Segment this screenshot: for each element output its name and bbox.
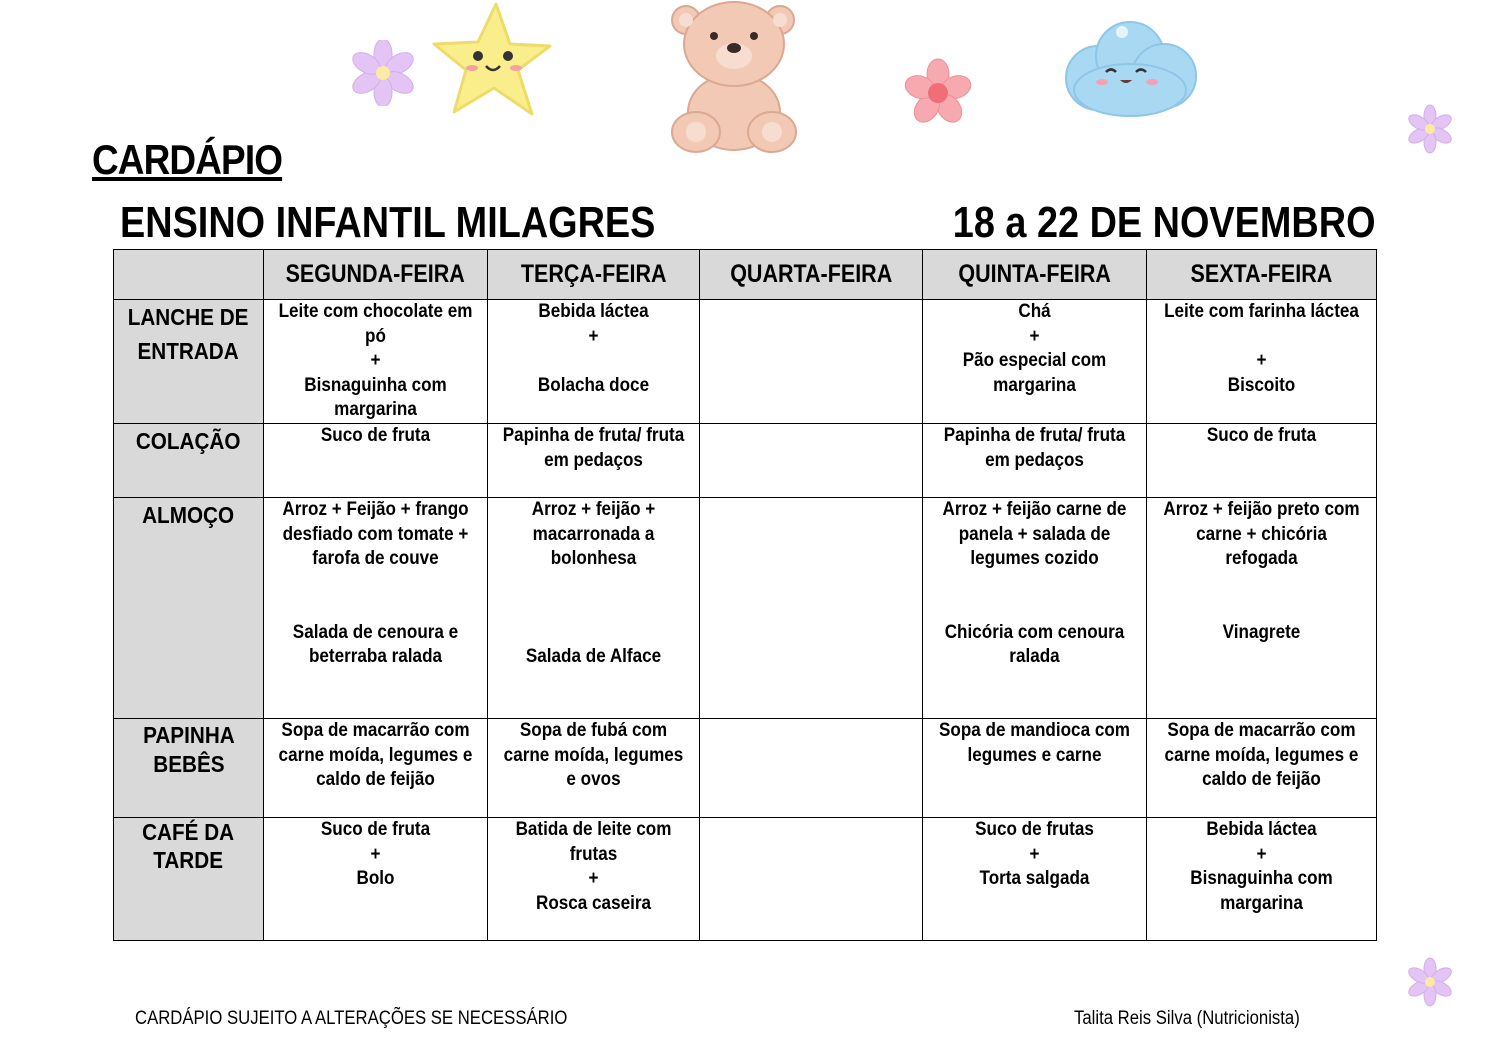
- menu-cell: Sopa de macarrão com carne moída, legumes e caldo de feijão: [1147, 719, 1377, 818]
- menu-cell: [700, 498, 923, 719]
- flower-icon: [895, 58, 981, 128]
- day-header: QUINTA-FEIRA: [923, 250, 1147, 300]
- meal-label: COLAÇÃO: [114, 424, 264, 498]
- menu-cell: Bebida láctea + Bolacha doce: [488, 300, 700, 424]
- menu-cell: Sopa de fubá com carne moída, legumes e ovos: [488, 719, 700, 818]
- menu-cell: [700, 719, 923, 818]
- menu-cell: Papinha de fruta/ fruta em pedaços: [488, 424, 700, 498]
- menu-cell: Papinha de fruta/ fruta em pedaços: [923, 424, 1147, 498]
- star-face-icon: [428, 0, 554, 122]
- menu-cell: Suco de frutas + Torta salgada: [923, 818, 1147, 941]
- menu-cell: Leite com chocolate em pó + Bisnaguinha com margarina: [264, 300, 488, 424]
- table-row: [114, 424, 1377, 498]
- menu-cell: Sopa de macarrão com carne moída, legumes e caldo de feijão: [264, 719, 488, 818]
- school-name: ENSINO INFANTIL MILAGRES: [120, 198, 656, 247]
- menu-cell: Arroz + feijão carne de panela + salada de legumes cozido Chicória com cenoura ralada: [923, 498, 1147, 719]
- corner-cell: [114, 250, 264, 300]
- meal-label: LANCHE DE ENTRADA: [114, 300, 264, 424]
- menu-cell: Batida de leite com frutas + Rosca caseira: [488, 818, 700, 941]
- table-header-row: [114, 250, 1377, 300]
- day-header: SEGUNDA-FEIRA: [264, 250, 488, 300]
- menu-cell: Suco de fruta: [264, 424, 488, 498]
- cloud-face-icon: [1060, 18, 1200, 122]
- meal-label: CAFÉ DA TARDE: [114, 818, 264, 941]
- meal-label: ALMOÇO: [114, 498, 264, 719]
- menu-cell: Suco de fruta + Bolo: [264, 818, 488, 941]
- week-dates: 18 a 22 DE NOVEMBRO: [952, 198, 1375, 247]
- table-row: [114, 498, 1377, 719]
- menu-cell: [700, 424, 923, 498]
- flower-icon: [1403, 102, 1457, 156]
- footer-author: Talita Reis Silva (Nutricionista): [1074, 1008, 1300, 1029]
- menu-cell: Suco de fruta: [1147, 424, 1377, 498]
- menu-cell: Chá + Pão especial com margarina: [923, 300, 1147, 424]
- page-title: CARDÁPIO: [92, 136, 283, 183]
- table-row: [114, 300, 1377, 424]
- flower-icon: [338, 40, 428, 106]
- day-header: SEXTA-FEIRA: [1147, 250, 1377, 300]
- menu-cell: [700, 818, 923, 941]
- menu-cell: Bebida láctea + Bisnaguinha com margarina: [1147, 818, 1377, 941]
- menu-cell: [700, 300, 923, 424]
- day-header: TERÇA-FEIRA: [488, 250, 700, 300]
- table-row: [114, 719, 1377, 818]
- menu-cell: Arroz + feijão preto com carne + chicória refogada Vinagrete: [1147, 498, 1377, 719]
- menu-cell: Arroz + feijão + macarronada a bolonhesa Salada de Alface: [488, 498, 700, 719]
- menu-cell: Sopa de mandioca com legumes e carne: [923, 719, 1147, 818]
- menu-table: [113, 249, 1377, 941]
- meal-label: PAPINHA BEBÊS: [114, 719, 264, 818]
- menu-cell: Leite com farinha láctea + Biscoito: [1147, 300, 1377, 424]
- day-header: QUARTA-FEIRA: [700, 250, 923, 300]
- flower-icon: [1403, 955, 1457, 1009]
- footer-note: CARDÁPIO SUJEITO A ALTERAÇÕES SE NECESSÁRIO: [135, 1008, 568, 1029]
- table-row: [114, 818, 1377, 941]
- menu-cell: Arroz + Feijão + frango desfiado com tomate + farofa de couve Salada de cenoura e beterraba ralada: [264, 498, 488, 719]
- teddy-bear-icon: [668, 0, 800, 155]
